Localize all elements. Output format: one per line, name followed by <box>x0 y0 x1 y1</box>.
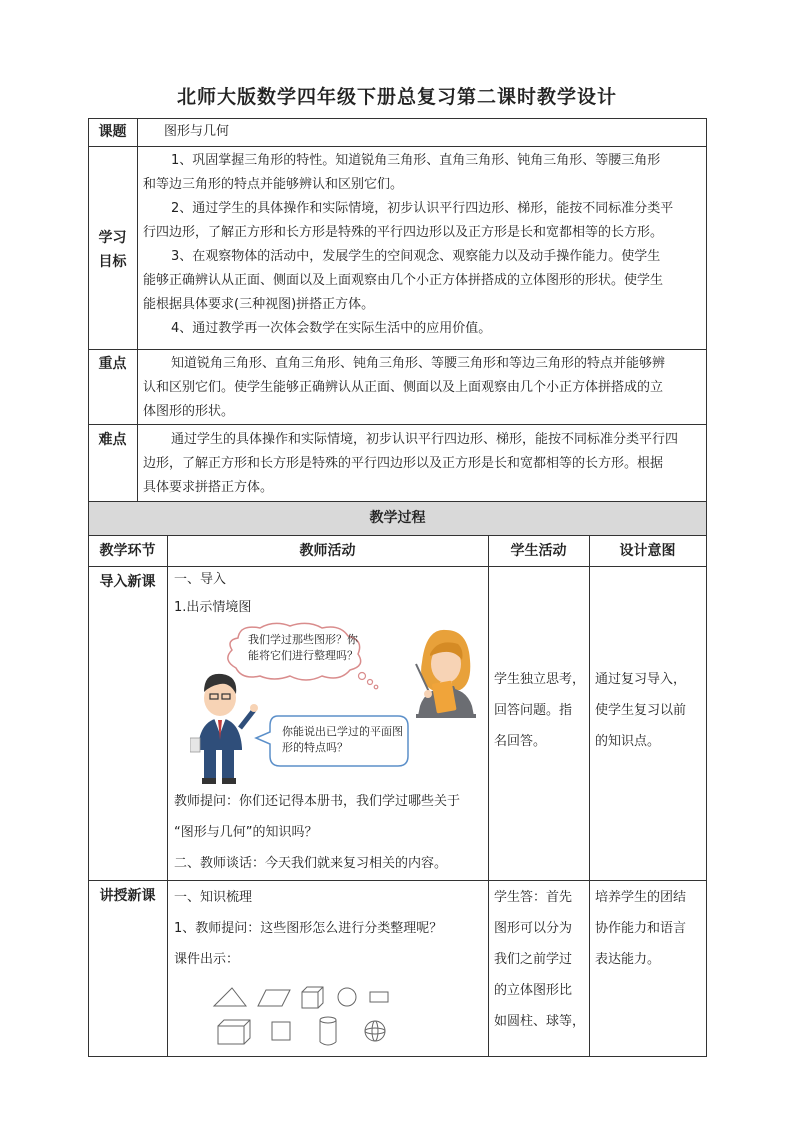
lecture-student-line-1: 学生答：首先 <box>494 890 573 905</box>
intro-stage: 导入新课 <box>99 574 156 590</box>
key-line-2: 认和区别它们。使学生能够正确辨认从正面、侧面以及上面观察由几个小正方体拼搭成的立 <box>143 380 664 395</box>
lecture-teacher-line-2: 1、教师提问：这些图形怎么进行分类整理呢？ <box>174 921 443 936</box>
cylinder-icon <box>320 1017 336 1045</box>
lecture-intent-line-2: 协作能力和语言 <box>595 921 687 936</box>
bubble-male-line-1: 你能说出已学过的平面图 <box>282 725 403 738</box>
intro-intent <box>595 664 686 757</box>
page-title: 北师大版数学四年级下册总复习第二课时教学设计 <box>176 86 617 108</box>
goal-1-line-1: 1、巩固掌握三角形的特性。知道锐角三角形、直角三角形、钝角三角形、等腰三角形 <box>171 153 661 168</box>
goal-3-line-1: 3、在观察物体的活动中，发展学生的空间观念、观察能力以及动手操作能力。使学生 <box>171 249 661 264</box>
intro-student-line-1: 学生独立思考， <box>494 672 586 687</box>
male-teacher-figure <box>190 674 258 784</box>
bubble-female-text <box>248 632 358 664</box>
lecture-student-line-5: 如圆柱、球等， <box>494 1014 586 1029</box>
intro-teacher-top <box>174 566 251 622</box>
lecture-teacher-line-1: 一、知识梳理 <box>174 890 253 905</box>
difficult-label: 难点 <box>98 432 127 448</box>
topic-label: 课题 <box>98 124 127 140</box>
lecture-student-line-2: 图形可以分为 <box>494 921 573 936</box>
goal-4-line-1: 4、通过教学再一次体会数学在实际生活中的应用价值。 <box>171 321 492 336</box>
col-header-stage: 教学环节 <box>99 543 156 559</box>
intro-student <box>494 664 585 757</box>
key-line-3: 体图形的形状。 <box>143 404 235 419</box>
goal-2-line-1: 2、通过学生的具体操作和实际情境，初步认识平行四边形、梯形，能按不同标准分类平 <box>171 201 674 216</box>
intro-teacher-bottom <box>174 786 460 879</box>
intro-teacher-talk: 二、教师谈话：今天我们就来复习相关的内容。 <box>174 856 448 871</box>
col-header-student: 学生活动 <box>510 543 567 559</box>
bubble-female-line-2: 能将它们进行整理吗？ <box>248 649 358 662</box>
col-header-teacher: 教师活动 <box>299 543 356 559</box>
goal-3-line-3: 能根据具体要求(三种视图)拼搭正方体。 <box>143 297 375 312</box>
shapes-illustration <box>210 980 400 1050</box>
difficult-line-3: 具体要求拼搭正方体。 <box>143 480 274 495</box>
goals-label-1: 学习 <box>98 230 127 246</box>
col-header-intent: 设计意图 <box>619 543 676 559</box>
key-text <box>143 352 703 424</box>
difficult-line-1: 通过学生的具体操作和实际情境，初步认识平行四边形、梯形，能按不同标准分类平行四 <box>171 432 679 447</box>
intro-intent-line-1: 通过复习导入， <box>595 672 687 687</box>
intro-intent-line-2: 使学生复习以前 <box>595 703 687 718</box>
difficult-line-2: 边形，了解正方形和长方形是特殊的平行四边形以及正方形是长和宽都相等的长方形。根据 <box>143 456 664 471</box>
bubble-female-line-1: 我们学过那些图形？你 <box>248 633 358 646</box>
rectangle-icon <box>370 992 388 1002</box>
female-teacher-figure <box>416 630 476 718</box>
goal-1-line-2: 和等边三角形的特点并能够辨认和区别它们。 <box>143 177 404 192</box>
intro-teacher-line-2: 1.出示情境图 <box>174 600 252 615</box>
intro-intent-line-3: 的知识点。 <box>595 734 661 749</box>
lecture-intent-line-3: 表达能力。 <box>595 952 661 967</box>
goal-3-line-2: 能够正确辨认从正面、侧面以及上面观察由几个小正方体拼搭成的立体图形的形状。使学生 <box>143 273 664 288</box>
intro-student-line-2: 回答问题。指 <box>494 703 573 718</box>
cube-icon <box>302 987 323 1008</box>
lecture-teacher <box>174 882 442 975</box>
square-icon <box>272 1022 290 1040</box>
goals-text <box>143 149 703 341</box>
process-heading: 教学过程 <box>369 510 426 526</box>
intro-teacher-question-2: “图形与几何”的知识吗？ <box>174 825 318 840</box>
key-line-1: 知道锐角三角形、直角三角形、钝角三角形、等腰三角形和等边三角形的特点并能够辨 <box>171 356 666 371</box>
lecture-student-line-4: 的立体图形比 <box>494 983 573 998</box>
lecture-student <box>494 882 585 1037</box>
cuboid-icon <box>218 1020 250 1044</box>
intro-teacher-line-1: 一、导入 <box>174 572 227 587</box>
lecture-intent <box>595 882 686 975</box>
parallelogram-icon <box>258 990 290 1006</box>
bubble-male-line-2: 形的特点吗？ <box>282 741 348 754</box>
triangle-icon <box>214 988 246 1006</box>
intro-teacher-question-1: 教师提问：你们还记得本册书，我们学过哪些关于 <box>174 794 461 809</box>
lecture-intent-line-1: 培养学生的团结 <box>595 890 687 905</box>
bubble-male-text <box>282 724 403 756</box>
circle-icon <box>338 988 356 1006</box>
topic-value: 图形与几何 <box>164 124 230 139</box>
lecture-teacher-line-3: 课件出示： <box>174 952 240 967</box>
lecture-student-line-3: 我们之前学过 <box>494 952 573 967</box>
difficult-text <box>143 428 703 500</box>
goal-2-line-2: 行四边形，了解正方形和长方形是特殊的平行四边形以及正方形是长和宽都相等的长方形。 <box>143 225 664 240</box>
sphere-icon <box>365 1021 385 1041</box>
lecture-stage: 讲授新课 <box>99 888 156 904</box>
key-label: 重点 <box>98 356 127 372</box>
goals-label-2: 目标 <box>98 254 127 270</box>
intro-student-line-3: 名回答。 <box>494 734 547 749</box>
